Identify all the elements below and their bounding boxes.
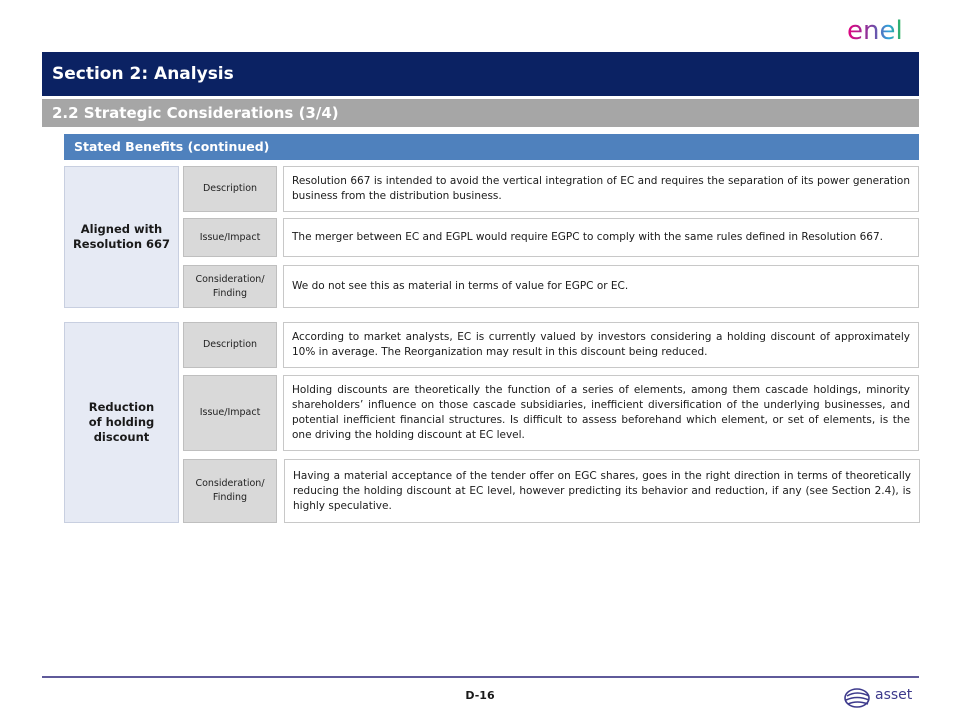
row-label-description: Description: [183, 322, 277, 368]
row-label-issue-impact: Issue/Impact: [183, 218, 277, 257]
row-text-consideration-finding: [283, 265, 919, 308]
row-text-content: Holding discounts are theoretically the function of a series of elements, among them cascade holdings, minority shareholders’ influence on those cascade subsidiaries, inefficient diversification of the underlying businesses, and potential inefficient financial structures. Is difficult to assess beforehand which element, or set of elements, is the one driving the holding discount at EC level.: [292, 384, 910, 441]
group-label-aligned-resolution: [64, 166, 179, 308]
row-text-content: We do not see this as material in terms of value for EGPC or EC.: [292, 280, 629, 292]
row-text-content: According to market analysts, EC is currently valued by investors considering a holding discount of approximately 10% in average. The Reorganization may result in this discount being reduced.: [292, 331, 910, 358]
row-label-issue-impact: Issue/Impact: [183, 375, 277, 451]
row-label-description: Description: [183, 166, 277, 212]
group-label-holding-discount: [64, 322, 179, 523]
row-text-consideration-finding: [284, 459, 920, 523]
asset-logo: [843, 682, 919, 712]
row-text-content: Having a material acceptance of the tender offer on EGC shares, goes in the right direction in terms of theoretically reducing the holding discount at EC level, however predicting its behavior and reduction, if any (see Section 2.4), is highly speculative.: [293, 469, 911, 512]
row-text-description: [283, 322, 919, 368]
page-number: D-16: [465, 689, 495, 702]
svg-text:enel: enel: [847, 16, 903, 44]
row-label-consideration-finding: Consideration/ Finding: [183, 459, 277, 523]
section-title: Section 2: Analysis: [42, 52, 919, 96]
footer-divider: [42, 676, 919, 678]
row-text-content: The merger between EC and EGPL would require EGPC to comply with the same rules defined in Resolution 667.: [292, 231, 883, 243]
stated-benefits-header: Stated Benefits (continued): [64, 134, 919, 160]
row-text-issue-impact: [283, 218, 919, 257]
svg-text:asset: asset: [875, 687, 913, 703]
group-label-text: Reduction of holding discount: [88, 400, 155, 444]
subsection-title: 2.2 Strategic Considerations (3/4): [42, 99, 919, 127]
row-text-description: [283, 166, 919, 212]
row-text-issue-impact: [283, 375, 919, 451]
group-label-text: Aligned with Resolution 667: [72, 222, 171, 251]
row-text-content: Resolution 667 is intended to avoid the vertical integration of EC and requires the separation of its power generation business from the distribution business.: [292, 175, 910, 202]
row-label-consideration-finding: Consideration/ Finding: [183, 265, 277, 308]
enel-logo: [846, 14, 918, 44]
